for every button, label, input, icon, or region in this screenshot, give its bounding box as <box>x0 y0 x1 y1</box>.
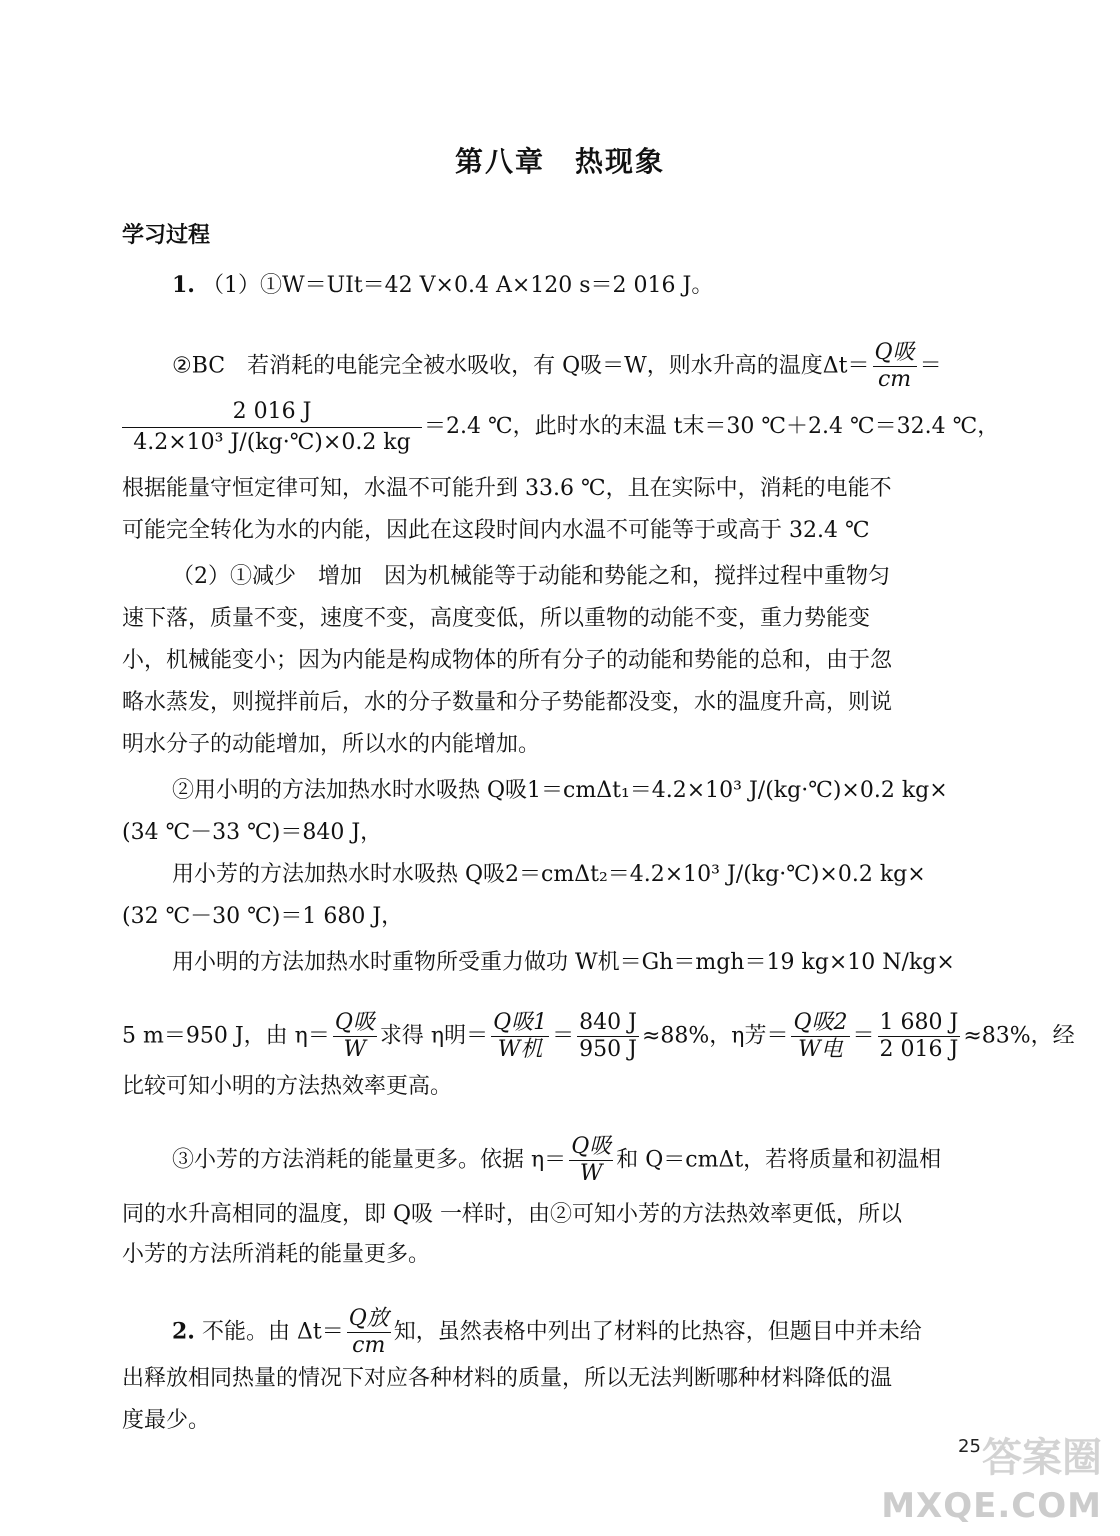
answer-text: ≈88%，η芳＝ <box>641 1023 789 1049</box>
fraction-numerator: Q吸2 <box>793 1010 848 1035</box>
answer-text: 不能。由 Δt＝ <box>201 1319 344 1345</box>
part-label: （1） <box>201 273 260 298</box>
fraction <box>569 1134 613 1187</box>
q2-line1 <box>172 1306 1052 1359</box>
fraction-numerator: 840 J <box>579 1010 637 1035</box>
answer-line: (32 ℃－30 ℃)＝1 680 J， <box>122 904 404 929</box>
fraction-denominator: cm <box>877 367 912 392</box>
fraction-numerator: Q放 <box>348 1306 389 1331</box>
fraction <box>791 1010 849 1063</box>
answer-line: 根据能量守恒定律可知，水温不可能升到 33.6 ℃，且在实际中，消耗的电能不 <box>122 476 892 501</box>
section-title: 学习过程 <box>122 223 211 248</box>
fraction-numerator: Q吸1 <box>493 1010 548 1035</box>
fraction-denominator: 2 016 J <box>879 1037 959 1062</box>
answer-text: ②BC 若消耗的电能完全被水吸收，有 Q吸＝W，则水升高的温度Δt＝ <box>172 353 870 379</box>
fraction-denominator: W <box>343 1037 367 1062</box>
page-number: 25 <box>958 1436 981 1457</box>
answer-text: 知，虽然表格中列出了材料的比热容，但题目中并未给 <box>393 1319 922 1345</box>
fraction-numerator: Q吸 <box>571 1134 612 1159</box>
q1-part1-2 <box>172 340 1052 393</box>
answer-line: 略水蒸发，则搅拌前后，水的分子数量和分子势能都没变，水的温度升高，则说 <box>122 690 893 715</box>
fraction <box>577 1010 639 1063</box>
answer-line: ＝2.4 ℃，此时水的末温 t末＝30 ℃＋2.4 ℃＝32.4 ℃， <box>424 414 1000 439</box>
answer-text: ③小芳的方法消耗的能量更多。依据 η＝ <box>172 1147 567 1173</box>
answer-text: 和 Q＝cmΔt，若将质量和初温相 <box>616 1147 942 1173</box>
fraction-numerator: 2 016 J <box>122 397 422 428</box>
fraction-denominator: cm <box>352 1333 386 1358</box>
q1-part1 <box>172 270 1052 301</box>
fraction-denominator: 950 J <box>579 1037 637 1062</box>
fraction-numerator: Q吸 <box>334 1010 375 1035</box>
answer-line: 用小芳的方法加热水时水吸热 Q吸2＝cmΔt₂＝4.2×10³ J/(kg·℃)×0.2 kg× <box>172 862 926 887</box>
answer-line: 速下落，质量不变，速度不变，高度变低，所以重物的动能不变，重力势能变 <box>122 606 871 631</box>
answer-line: 出释放相同热量的情况下对应各种材料的质量，所以无法判断哪种材料降低的温 <box>122 1366 893 1391</box>
answer-line: 比较可知小明的方法热效率更高。 <box>122 1074 453 1099</box>
answer-text: 求得 η明＝ <box>379 1023 489 1049</box>
big-fraction <box>122 397 422 458</box>
answer-line: （2）①减少 增加 因为机械能等于动能和势能之和，搅拌过程中重物匀 <box>172 564 890 589</box>
fraction <box>347 1306 391 1359</box>
watermark-logo <box>881 1426 1102 1526</box>
answer-line: 明水分子的动能增加，所以水的内能增加。 <box>122 732 541 757</box>
fraction <box>333 1010 377 1063</box>
equals-sign: ＝ <box>852 1023 875 1049</box>
question-number: 2. <box>172 1318 195 1345</box>
fraction-numerator: 1 680 J <box>879 1010 959 1035</box>
answer-line: (34 ℃－33 ℃)＝840 J， <box>122 820 383 845</box>
fraction-denominator: W <box>579 1161 603 1186</box>
answer-line: ②用小明的方法加热水时水吸热 Q吸1＝cmΔt₁＝4.2×10³ J/(kg·℃)×0.2 kg× <box>172 778 948 803</box>
answer-line: 小，机械能变小；因为内能是构成物体的所有分子的动能和势能的总和，由于忽 <box>122 648 893 673</box>
answer-line <box>172 1134 1052 1187</box>
efficiency-line <box>122 1010 1075 1063</box>
equals-sign: ＝ <box>552 1023 575 1049</box>
chapter-title: 第八章 热现象 <box>454 145 665 178</box>
equals-sign: ＝ <box>919 353 942 379</box>
question-number: 1. <box>172 272 195 298</box>
fraction <box>873 340 917 393</box>
fraction-numerator: Q吸 <box>874 340 915 365</box>
fraction <box>878 1010 961 1063</box>
answer-line: 用小明的方法加热水时重物所受重力做功 W机＝Gh＝mgh＝19 kg×10 N/kg× <box>172 950 955 975</box>
fraction-denominator: 4.2×10³ J/(kg·℃)×0.2 kg <box>133 430 411 455</box>
answer-line: 度最少。 <box>122 1408 211 1433</box>
watermark-text: 答案圈 <box>982 1435 1102 1481</box>
answer-text: ≈83%，经 <box>963 1023 1075 1049</box>
answer-line: 可能完全转化为水的内能，因此在这段时间内水温不可能等于或高于 32.4 ℃ <box>122 518 870 543</box>
answer-text: ①W＝UIt＝42 V×0.4 A×120 s＝2 016 J。 <box>259 273 714 298</box>
fraction <box>491 1010 549 1063</box>
answer-text: 5 m＝950 J，由 η＝ <box>122 1023 330 1049</box>
fraction-denominator: W电 <box>798 1037 843 1062</box>
fraction-denominator: W机 <box>497 1037 543 1062</box>
answer-line: 小芳的方法所消耗的能量更多。 <box>122 1242 431 1267</box>
watermark-url: MXQE.COM <box>881 1486 1102 1526</box>
answer-line: 同的水升高相同的温度，即 Q吸 一样时，由②可知小芳的方法热效率更低，所以 <box>122 1202 903 1227</box>
